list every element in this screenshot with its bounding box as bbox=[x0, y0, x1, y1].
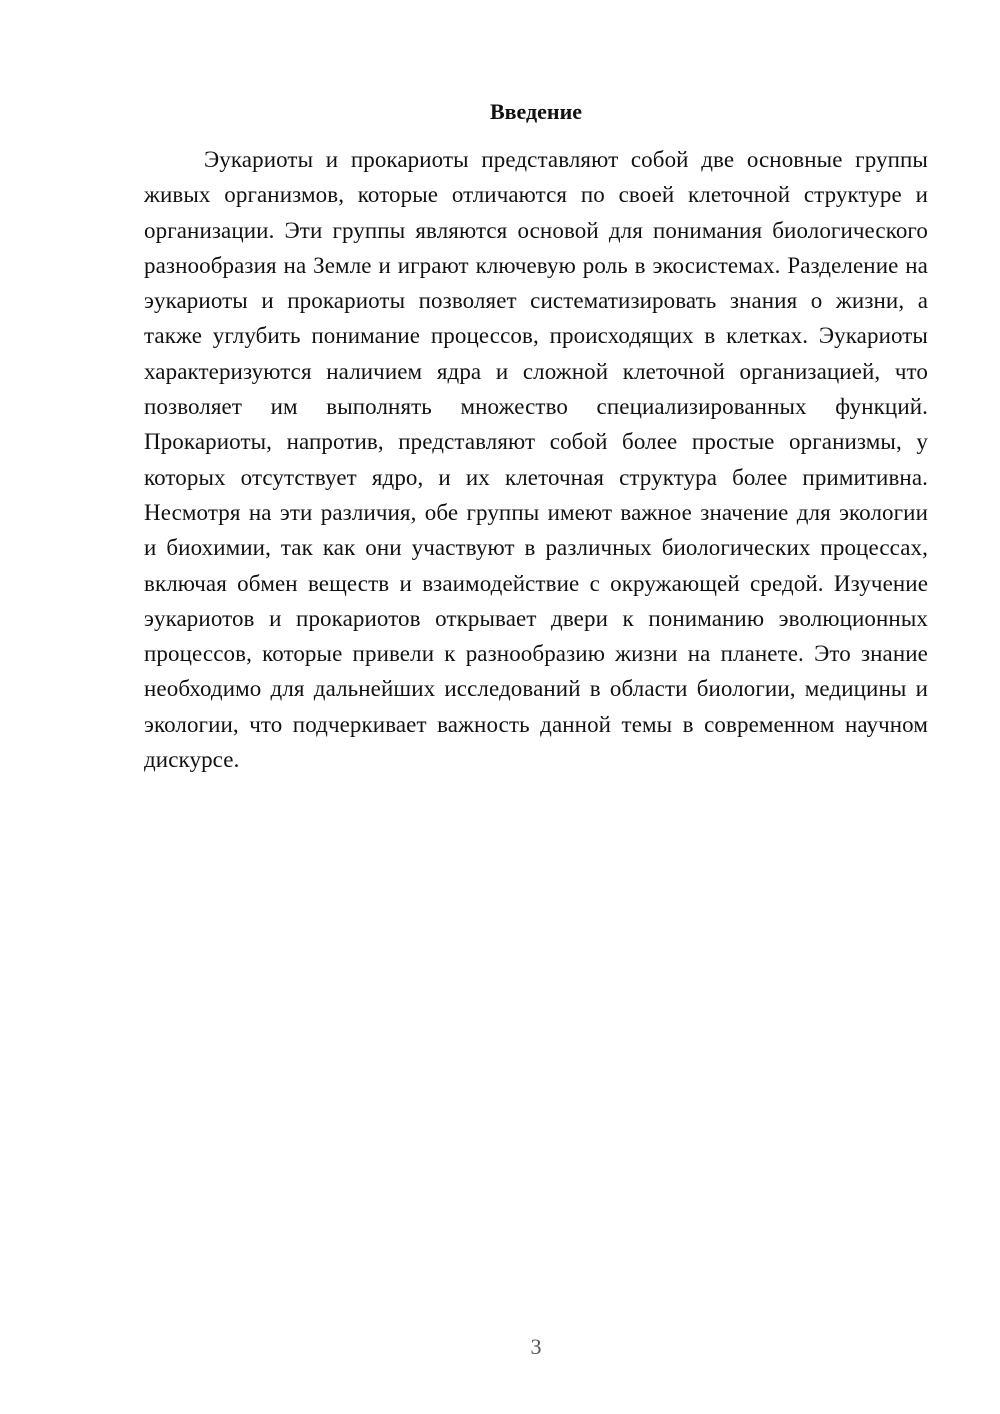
body-paragraph: Эукариоты и прокариоты представляют собой две основные группы живых организмов, которые отличаются по своей клеточной структуре и организации. Эти группы являются основой для понимания биологического разнообразия на Земле и играют ключевую роль в экосистемах. Разделение на эукариоты и прокариоты позволяет систематизировать знания о жизни, а также углубить понимание процессов, происходящих в клетках. Эукариоты характеризуются наличием ядра и сложной клеточной организацией, что позволяет им выполнять множество специализированных функций. Прокариоты, напротив, представляют собой более простые организмы, у которых отсутствует ядро, и их клеточная структура более примитивна. Несмотря на эти различия, обе группы имеют важное значение для экологии и биохимии, так как они участвуют в различных биологических процессах, включая обмен веществ и взаимодействие с окружающей средой. Изучение эукариотов и прокариотов открывает двери к пониманию эволюционных процессов, которые привели к разнообразию жизни на планете. Это знание необходимо для дальнейших исследований в области биологии, медицины и экологии, что подчеркивает важность данной темы в современном научном дискурсе. bbox=[144, 147, 928, 773]
page-number: 3 bbox=[530, 1334, 542, 1359]
section-title: Введение bbox=[489, 99, 583, 124]
